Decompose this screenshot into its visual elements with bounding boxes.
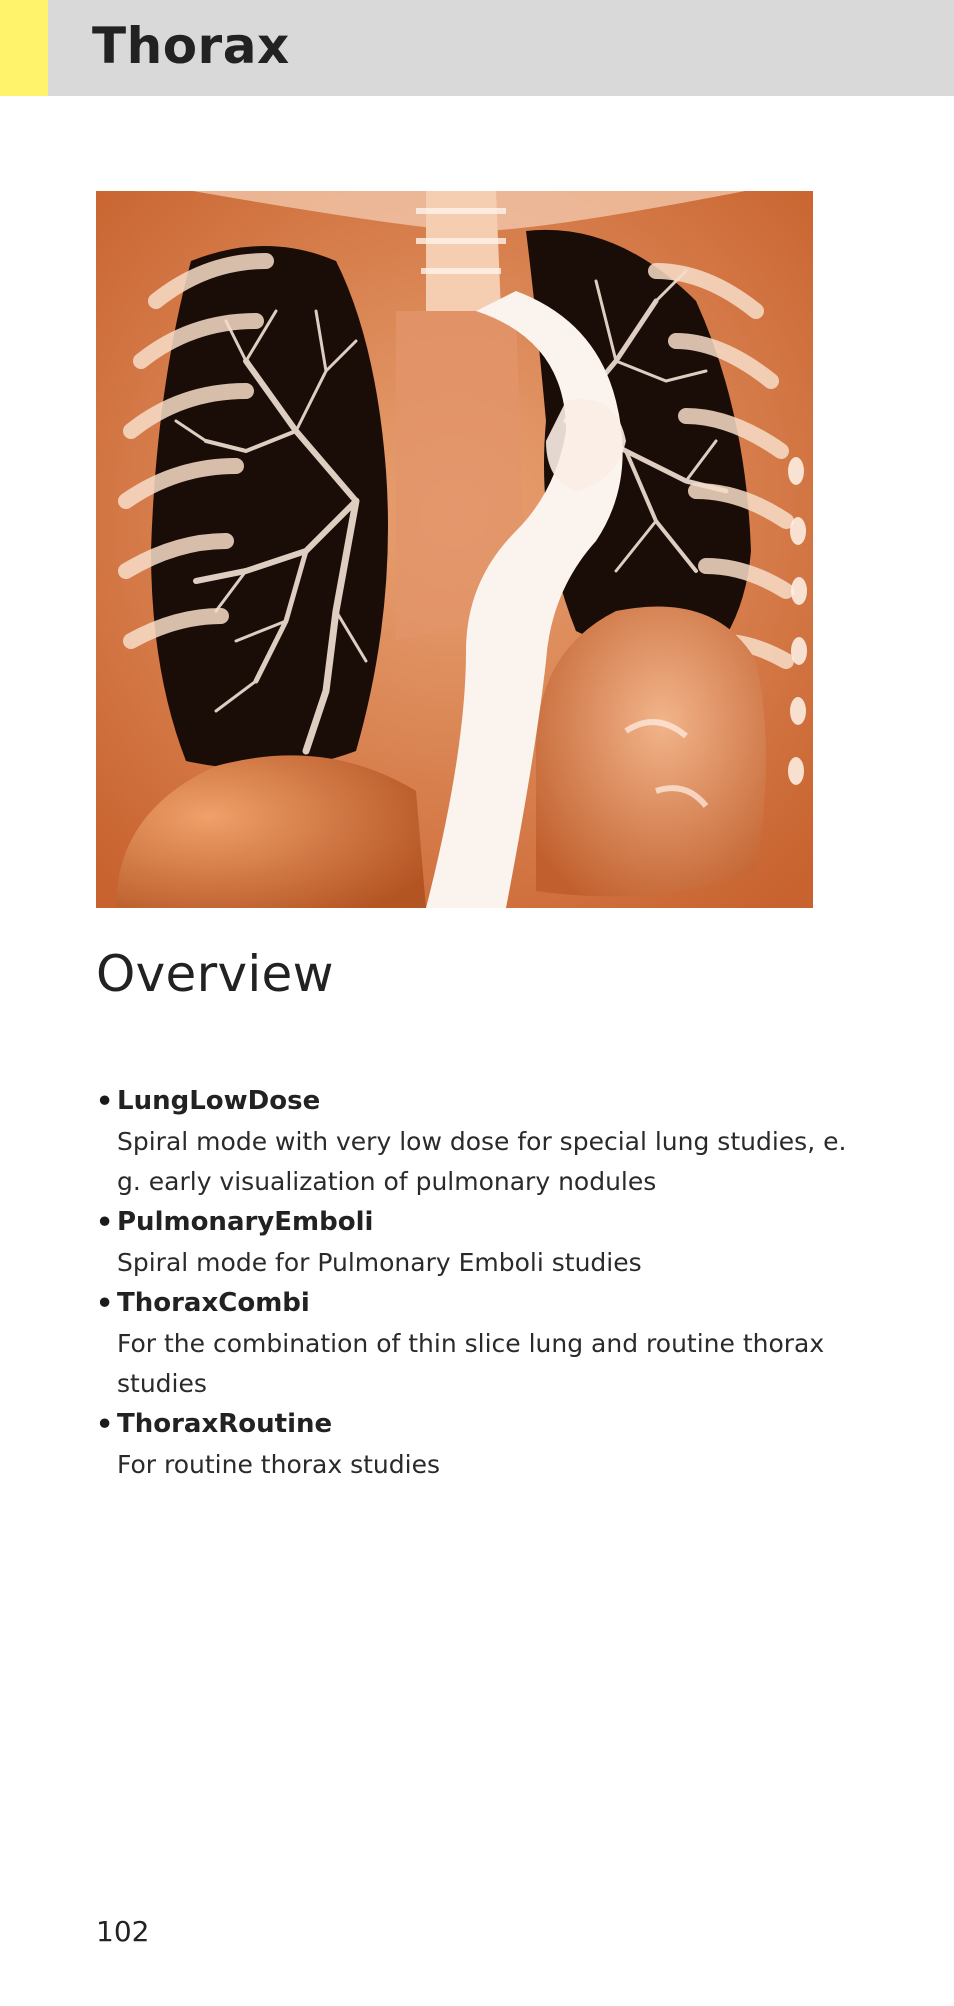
protocol-name: PulmonaryEmboli	[117, 1207, 374, 1237]
protocol-name: ThoraxCombi	[117, 1288, 310, 1318]
protocol-description: Spiral mode for Pulmonary Emboli studies	[117, 1248, 642, 1277]
protocol-description: For the combination of thin slice lung and routine thorax studies	[117, 1329, 825, 1398]
protocol-name: LungLowDose	[117, 1086, 321, 1116]
section-title-overview: Overview	[96, 945, 334, 1003]
protocol-name: ThoraxRoutine	[117, 1409, 333, 1439]
protocol-list	[96, 1081, 856, 1485]
list-item-lunglowdose	[96, 1081, 856, 1202]
ct-thorax-image	[96, 191, 813, 908]
bullet-icon: •	[96, 1086, 114, 1117]
page-title: Thorax	[92, 17, 290, 75]
page-number: 102	[96, 1915, 150, 1948]
protocol-description: Spiral mode with very low dose for special lung studies, e. g. early visualization of pulmonary nodules	[117, 1127, 847, 1196]
bullet-icon: •	[96, 1409, 114, 1440]
list-item-pulmonaryemboli	[96, 1202, 856, 1283]
list-item-thoraxroutine	[96, 1404, 856, 1485]
ct-thorax-illustration	[96, 191, 813, 908]
protocol-description: For routine thorax studies	[117, 1450, 440, 1479]
bullet-icon: •	[96, 1207, 114, 1238]
list-item-thoraxcombi	[96, 1283, 856, 1404]
bullet-icon: •	[96, 1288, 114, 1319]
header-accent-tab	[0, 0, 48, 96]
